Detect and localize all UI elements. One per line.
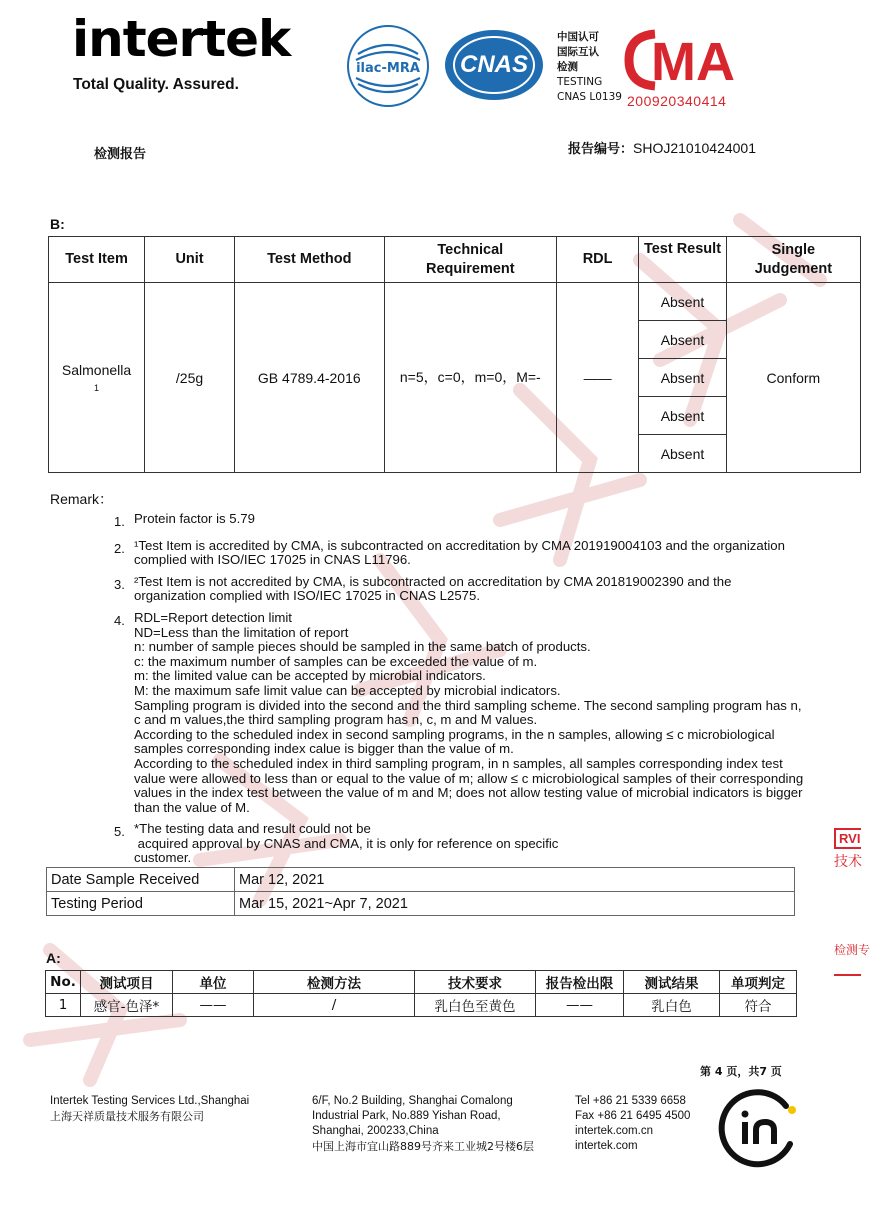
note-text: Protein factor is 5.79 (134, 511, 255, 526)
header-cell: 单位 (173, 971, 254, 994)
result-cell: Absent (639, 321, 727, 359)
table-cell: —— (173, 994, 254, 1017)
unit-cell: /25g (145, 283, 235, 473)
table-row (47, 868, 795, 892)
table-cell: 符合 (720, 994, 797, 1017)
remark-notes (114, 512, 804, 873)
ilac-text: ilac-MRA (356, 61, 420, 76)
rdl-cell: —— (557, 283, 639, 473)
header-cell: 测试项目 (81, 971, 173, 994)
note-number: 2. (114, 540, 125, 556)
cnas-accred-line: 国际互认 (557, 46, 599, 58)
requirement-cell: n=5，c=0，m=0，M=- (384, 283, 556, 473)
result-cell: Absent (639, 397, 727, 435)
note-line: n: number of sample pieces should be sampled in the same batch of products. (134, 639, 591, 655)
remark-note (114, 575, 804, 604)
header-cell: No. (46, 971, 81, 994)
side-stamp-text: 检测专 (834, 943, 870, 957)
date-value: Mar 12, 2021 (235, 868, 795, 892)
remark-label: Remark： (50, 491, 114, 507)
table-row (49, 283, 861, 321)
note-line: M: the maximum safe limit value can be accepted by microbial indicators. (134, 682, 561, 698)
test-item: Salmonella (61, 361, 132, 378)
header-cell: Unit (145, 237, 235, 283)
table-row (46, 994, 797, 1017)
note-text: ¹Test Item is accredited by CMA, is subcontracted on accreditation by CMA 201919004103 and the organization complied with ISO/IEC 17025 in CNAS L11796. (134, 537, 785, 568)
date-value: Mar 15, 2021~Apr 7, 2021 (235, 892, 795, 916)
contact-fax: Fax +86 21 6495 4500 (575, 1110, 691, 1122)
document-title: 检测报告 (94, 147, 147, 162)
company-name-zh: 上海天祥质量技术服务有限公司 (50, 1110, 204, 1123)
report-number-value: SHOJ21010424001 (633, 140, 757, 156)
judgement-cell: Conform (726, 283, 860, 473)
cma-number: 200920340414 (627, 93, 727, 109)
table-header-row (49, 237, 861, 283)
cnas-accred-line: 检测 (557, 61, 578, 73)
note-line: customer. (134, 850, 192, 866)
note-line: m: the limited value can be accepted by microbial indicators. (134, 668, 486, 684)
header-cell: Technical Requirement (384, 237, 556, 283)
table-row (47, 892, 795, 916)
footer-company (50, 1094, 249, 1124)
note-line: *The testing data and result could not be (134, 821, 371, 837)
header-cell: 技术要求 (415, 971, 536, 994)
address-line: Shanghai, 200233,China (312, 1125, 439, 1137)
note-line: According to the scheduled index in third sampling program, in n samples, all samples corresponding index test value were allowed to less than or equal to the value of m; allow ≤ c microbiological samples of their corresponding values in the index test between the value of m and M; does not allow testing value of microbial indicators is bigger than the value of M. (134, 755, 804, 815)
report-number-label: 报告编号： (568, 142, 634, 157)
footer-address (312, 1094, 534, 1154)
header-cell: Test Item (49, 237, 145, 283)
cnas-accred-line: CNAS L0139 (557, 91, 622, 103)
section-a-table (45, 970, 797, 1017)
page-number: 第 4 页，共7 页 (700, 1065, 782, 1078)
table-cell: 乳白色至黄色 (415, 994, 536, 1017)
result-cell: Absent (639, 283, 727, 321)
cma-text: MA (651, 32, 735, 92)
intertek-in-logo-icon (720, 1088, 800, 1168)
note-line: ND=Less than the limitation of report (134, 624, 349, 640)
note-line: acquired approval by CNAS and CMA, it is only for reference on specific (134, 835, 559, 851)
report-number (568, 138, 756, 157)
remark-note (114, 512, 804, 530)
date-label: Date Sample Received (47, 868, 235, 892)
contact-web: intertek.com (575, 1140, 638, 1152)
intertek-tagline: Total Quality. Assured. (73, 76, 239, 93)
note-number: 4. (114, 612, 125, 628)
table-header-row (46, 971, 797, 994)
test-item-cell (49, 283, 145, 473)
contact-tel: Tel +86 21 5339 6658 (575, 1095, 686, 1107)
note-line: c: the maximum number of samples can be exceeded the value of m. (134, 653, 538, 669)
remark-note (114, 611, 804, 815)
cnas-logo (443, 28, 545, 102)
header-cell: Test Result (639, 237, 727, 283)
note-line: According to the scheduled index in second sampling programs, in the n samples, allowing ≤ c microbiological samples corresponding index calue is bigger than the value of m. (134, 726, 775, 757)
note-number: 1. (114, 514, 125, 529)
note-number: 5. (114, 824, 125, 840)
note-text: ²Test Item is not accredited by CMA, is subcontracted on accreditation by CMA 201819002390 and the organization complied with ISO/IEC 17025 in CNAS L2575. (134, 573, 732, 604)
table-cell: 感官-色泽* (81, 994, 173, 1017)
result-cell: Absent (639, 435, 727, 473)
table-cell: 1 (46, 994, 81, 1017)
side-stamp (834, 826, 870, 1016)
intertek-logo-text: intertek (72, 10, 291, 68)
result-cell: Absent (639, 359, 727, 397)
note-text (134, 822, 804, 866)
address-line: Industrial Park, No.889 Yishan Road, (312, 1110, 501, 1122)
dates-table (46, 867, 795, 916)
cma-logo (625, 28, 747, 92)
section-b-label: B: (50, 216, 65, 232)
remark-note (114, 822, 804, 866)
side-stamp-line (834, 974, 861, 976)
header-cell: 报告检出限 (536, 971, 624, 994)
cnas-accred-line: TESTING (557, 76, 603, 88)
side-stamp-text: RVI (834, 828, 861, 849)
cnas-accred-line: 中国认可 (557, 31, 599, 43)
contact-web: intertek.com.cn (575, 1125, 653, 1137)
note-line: Sampling program is divided into the second and the third sampling scheme. The second sampling program has n, c and m values,the third sampling program has n, c, m and M values. (134, 697, 802, 728)
header-cell: 检测方法 (254, 971, 415, 994)
remark-note (114, 539, 804, 568)
test-item-superscript: 1 (94, 382, 100, 393)
cnas-text: CNAS (459, 51, 529, 78)
address-line: 6/F, No.2 Building, Shanghai Comalong (312, 1095, 513, 1107)
section-a-label: A: (46, 950, 61, 966)
side-stamp-text: 技术 (834, 854, 862, 870)
date-label: Testing Period (47, 892, 235, 916)
table-cell: 乳白色 (624, 994, 720, 1017)
header-cell: Single Judgement (726, 237, 860, 283)
note-number: 3. (114, 576, 125, 592)
header-cell: 测试结果 (624, 971, 720, 994)
note-text (134, 611, 804, 815)
header-cell: Test Method (234, 237, 384, 283)
ilac-mra-logo (346, 24, 430, 108)
table-cell: / (254, 994, 415, 1017)
table-cell: —— (536, 994, 624, 1017)
header-cell: 单项判定 (720, 971, 797, 994)
note-line: RDL=Report detection limit (134, 609, 292, 625)
address-zh: 中国上海市宜山路889号齐来工业城2号楼6层 (312, 1140, 534, 1153)
company-name-en: Intertek Testing Services Ltd.,Shanghai (50, 1095, 250, 1107)
cnas-accreditation-text (557, 30, 622, 105)
header-cell: RDL (557, 237, 639, 283)
method-cell: GB 4789.4-2016 (234, 283, 384, 473)
section-b-table (48, 236, 861, 473)
footer-contact (575, 1094, 690, 1154)
